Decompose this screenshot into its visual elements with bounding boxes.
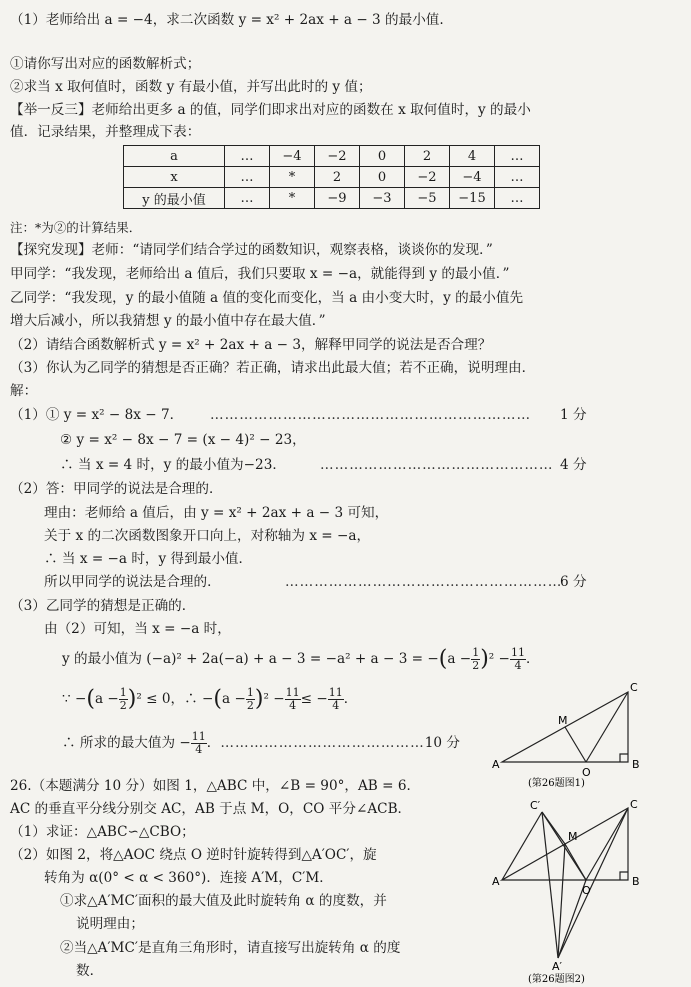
q26-line-1: 26.（本题满分 10 分）如图 1，△ABC 中，∠B = 90°，AB = 6． [10, 778, 421, 794]
answer-2-3: 关于 x 的二次函数图象开口向上，对称轴为 x = −a， [44, 528, 371, 544]
label-o: O [582, 766, 591, 779]
denominator: 4 [514, 659, 522, 672]
expand-line-2: 值．记录结果，并整理成下表： [10, 124, 201, 140]
right-angle-mark [620, 754, 628, 762]
q1-sub1: ①请你写出对应的函数解析式； [10, 56, 201, 72]
perp-bisector [565, 727, 586, 762]
score-10: 10 分 [424, 735, 460, 751]
figure-2-caption: (第26题图2) [528, 974, 585, 985]
answer-1-2: ② y = x² − 8x − 7 = (x − 4)² − 23， [60, 432, 306, 448]
answer-3-2: 由（2）可知，当 x = −a 时， [44, 621, 231, 637]
q26-line-6: ①求△A′MC′面积的最大值及此时旋转角 α 的度数，并 [60, 893, 387, 909]
table-cell: x [124, 167, 225, 188]
solution-head: 解： [10, 383, 38, 399]
table-row [124, 167, 540, 188]
table-cell: −9 [315, 188, 360, 209]
denominator: 4 [195, 743, 203, 756]
denominator: 4 [332, 699, 340, 712]
q1-intro: （1）老师给出 a = −4，求二次函数 y = x² + 2ax + a − 3 的最小值. [10, 12, 444, 28]
right-angle-mark [620, 872, 628, 880]
denominator: 2 [246, 699, 254, 712]
table-cell: * [270, 188, 315, 209]
table-cell: y 的最小值 [124, 188, 225, 209]
table-cell: … [225, 167, 270, 188]
table-cell: * [270, 167, 315, 188]
answer-3-1: （3）乙同学的猜想是正确的． [10, 598, 196, 614]
table-cell: −4 [450, 167, 495, 188]
table-cell: … [225, 146, 270, 167]
table-cell: … [495, 146, 540, 167]
numerator: 1 [246, 686, 254, 699]
table-cell: −5 [405, 188, 450, 209]
q26-line-4: （2）如图 2，将△AOC 绕点 O 逆时针旋转得到△A′OC′，旋 [10, 847, 377, 863]
figure-1 [490, 680, 660, 790]
expr-text: ≤ − [300, 691, 328, 707]
table-row [124, 188, 540, 209]
discover-line-1: 【探究发现】老师：“请同学们结合学过的函数知识，观察表格，谈谈你的发现．” [10, 242, 493, 258]
numerator: 11 [285, 686, 300, 699]
fraction-eleven-quarters [191, 731, 207, 756]
dot-leader: ………………………………………………………… [210, 407, 532, 423]
fraction-eleven-quarters [328, 687, 344, 712]
score-4: 4 分 [560, 457, 587, 473]
label-o: O [582, 884, 591, 897]
numerator: 11 [328, 686, 343, 699]
paren: ( [86, 686, 95, 712]
table-cell: −15 [450, 188, 495, 209]
expr-text: ∵ − [62, 691, 87, 707]
fraction-eleven-quarters [285, 687, 301, 712]
denominator: 2 [472, 659, 480, 672]
q26-line-2: AC 的垂直平分线分别交 AC，AB 于点 M，O，CO 平分∠ACB． [10, 801, 412, 817]
expr-text: ² − [488, 651, 510, 667]
table-cell: 0 [360, 167, 405, 188]
q26-line-7: 说明理由； [76, 916, 144, 932]
figure-2 [490, 798, 660, 986]
answer-2-1: （2）答：甲同学的说法是合理的． [10, 481, 223, 497]
dot-leader: ………………………………………… [320, 457, 554, 473]
paren: ( [438, 646, 448, 672]
discover-line-2: 甲同学：“我发现，老师给出 a 值后，我们只要取 x = −a，就能得到 y 的最小值．” [10, 266, 510, 282]
q1-sub2: ②求当 x 取何值时，函数 y 有最小值，并写出此时的 y 值； [10, 79, 372, 95]
figure-1-caption: (第26题图1) [528, 778, 585, 789]
answer-3-inequality: ∵ −(a − $\frac{1}{2}$ )² ≤ 0，∴ −(a − $\frac{1}{2}$ )² − $\frac{11}{4}$ ≤ − $\frac{11}{4}$ ． [62, 686, 358, 712]
table-cell: … [495, 167, 540, 188]
label-a-prime: A′ [552, 960, 563, 973]
segment-co [586, 808, 628, 880]
table-cell: … [225, 188, 270, 209]
table-cell: 2 [405, 146, 450, 167]
label-m: M [568, 830, 578, 843]
expr-text: y 的最小值为 (−a)² + 2a(−a) + a − 3 = −a² + a − 3 = − [62, 651, 439, 667]
table-cell: 0 [360, 146, 405, 167]
q26-line-9: 数． [76, 963, 104, 979]
table-cell: −3 [360, 188, 405, 209]
segment-ac1 [502, 812, 542, 880]
score-6: 6 分 [560, 574, 587, 590]
numerator: 11 [510, 646, 525, 659]
denominator: 2 [119, 699, 127, 712]
denominator: 4 [289, 699, 297, 712]
table-note: 注：*为②的计算结果． [10, 220, 142, 235]
answer-1-1: （1）① y = x² − 8x − 7． [10, 407, 184, 423]
fraction-eleven-quarters [510, 647, 526, 672]
paren: ) [480, 646, 489, 672]
answer-3-max: ∴ 所求的最大值为 − $\frac{11}{4}$ ．……………………………………10 分 [62, 730, 460, 756]
numerator: 1 [472, 646, 480, 659]
expr-text: a − [222, 691, 246, 707]
bisector-co [586, 692, 628, 762]
label-b: B [632, 758, 640, 771]
expr-text: ² − [263, 691, 285, 707]
expand-line-1: 【举一反三】老师给出更多 a 的值，同学们即求出对应的函数在 x 取何值时，y 的最小 [10, 102, 531, 118]
discover-line-3: 乙同学：“我发现，y 的最小值随 a 值的变化而变化，当 a 由小变大时，y 的最小值先 [10, 290, 524, 306]
table-cell: −2 [315, 146, 360, 167]
label-c: C [630, 681, 638, 694]
fraction-half [471, 647, 480, 672]
label-m: M [558, 714, 568, 727]
expr-text: a − [94, 691, 119, 707]
label-a: A [492, 875, 500, 888]
table-cell: 2 [315, 167, 360, 188]
label-b: B [632, 875, 640, 888]
table-cell: a [124, 146, 225, 167]
q26-line-5: 转角为 α(0° < α < 360°)．连接 A′M，C′M． [44, 870, 333, 886]
numerator: 1 [119, 686, 127, 699]
label-a: A [492, 758, 500, 771]
answer-2-4: ∴ 当 x = −a 时，y 得到最小值． [44, 551, 253, 567]
q26-line-8: ②当△A′MC′是直角三角形时，请直接写出旋转角 α 的度 [60, 940, 401, 956]
expr-text: ∴ 所求的最大值为 − [62, 735, 191, 751]
answer-1-3: ∴ 当 x = 4 时，y 的最小值为−23． [60, 457, 286, 473]
table-row [124, 146, 540, 167]
results-table [123, 145, 540, 209]
question-2: （2）请结合函数解析式 y = x² + 2ax + a − 3，解释甲同学的说法是否合理？ [10, 337, 492, 353]
answer-3-expression: y 的最小值为 (−a)² + 2a(−a) + a − 3 = −a² + a − 3 = −(a − $\frac{1}{2}$ )² − $\frac{11}{4}$ ． [62, 646, 540, 672]
table-cell: −4 [270, 146, 315, 167]
table-cell: −2 [405, 167, 450, 188]
dot-leader: …………………………………… [220, 735, 425, 751]
paren: ) [254, 686, 264, 712]
dot-leader: ………………………………………………… [285, 574, 563, 590]
answer-2-5: 所以甲同学的说法是合理的． [44, 574, 221, 590]
label-c: C [630, 798, 638, 811]
paren: ( [213, 686, 223, 712]
fraction-half [246, 687, 255, 712]
expr-text: ² ≤ 0，∴ − [136, 691, 214, 707]
question-3: （3）你认为乙同学的猜想是否正确？若正确，请求出此最大值；若不正确，说明理由． [10, 360, 536, 376]
answer-2-2: 理由：老师给 a 值后，由 y = x² + 2ax + a − 3 可知， [44, 505, 389, 521]
q26-line-3: （1）求证：△ABC∽△CBO； [10, 824, 195, 840]
fraction-half [119, 687, 128, 712]
discover-line-4: 增大后减小，所以我猜想 y 的最小值中存在最大值．” [10, 313, 326, 329]
numerator: 11 [191, 730, 206, 743]
expr-text: a − [447, 651, 472, 667]
label-c-prime: C′ [530, 799, 541, 812]
paren: ) [127, 686, 137, 712]
score-1: 1 分 [560, 407, 587, 423]
table-cell: … [495, 188, 540, 209]
table-cell: 4 [450, 146, 495, 167]
